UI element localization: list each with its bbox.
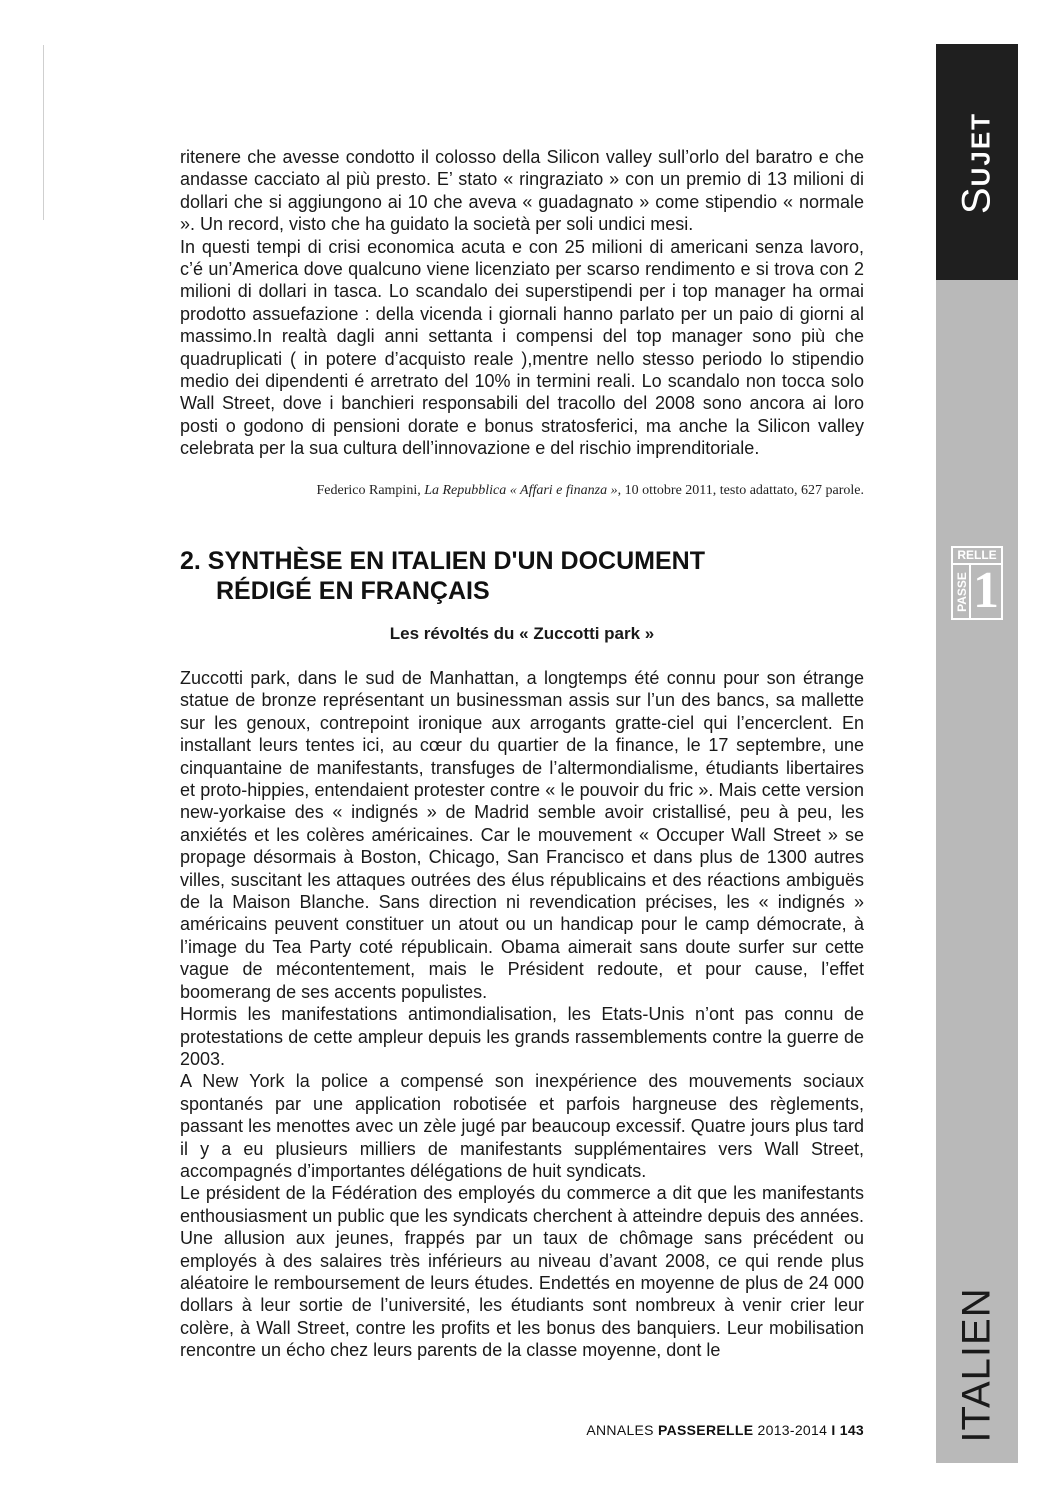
section-heading-line2: RÉDIGÉ EN FRANÇAIS bbox=[216, 577, 490, 605]
paragraph: Hormis les manifestations antimondialisation, les Etats-Unis n’ont pas connu de protestations de cette ampleur depuis les grands rassemblements contre la guerre de 2003. bbox=[180, 1004, 864, 1069]
page-number: I 143 bbox=[831, 1422, 864, 1438]
crop-mark bbox=[43, 45, 44, 220]
italian-passage bbox=[180, 146, 864, 460]
document-title: Les révoltés du « Zuccotti park » bbox=[389, 624, 655, 643]
subject-label: ITALIEN bbox=[954, 1287, 999, 1443]
footer-prefix: ANNALES bbox=[586, 1422, 659, 1438]
citation-author: Federico Rampini, bbox=[316, 483, 425, 498]
logo-side bbox=[955, 565, 971, 618]
french-passage bbox=[180, 667, 864, 1362]
section-heading-line1: 2. SYNTHÈSE EN ITALIEN D'UN DOCUMENT bbox=[180, 547, 705, 575]
subject-sidebar bbox=[936, 280, 1018, 1463]
paragraph: Le président de la Fédération des employés du commerce a dit que les manifestants enthousiasment un public que les syndicats cherchent à atteindre depuis des années. Une allusion aux jeunes, frappés par un taux de chômage sans précédent ou employés à des salaires très inférieurs au niveau d’avant 2008, ce qui rende plus aléatoire le remboursement de leurs études. Endettés en moyenne de plus de 24 000 dollars à leur sortie de l’université, les étudiants sont nombreux à venir crier leur colère, à Wall Street, contre les profits et les bonus des banquiers. Leur mobilisation rencontre un écho chez leurs parents de la classe moyenne, dont le bbox=[180, 1183, 864, 1361]
paragraph: In questi tempi di crisi economica acuta e con 25 milioni di americani senza lavoro, c’é un’America dove qualcuno viene licenziato per scarso rendimento e si trova con 2 milioni di dollari in tasca. Lo scandalo dei superstipendi per i top manager ha ormai prodotto assuefazione : della vicenda i giornali hanno parlato per un paio di giorni al massimo.In realtà dagli anni settanta i compensi del top manager sono più che quadruplicati ( in potere d’acquisto reale ),mentre nello stesso periodo lo stipendio medio dei dipendenti é arretrato del 10% in termini reali. Lo scandalo non tocca solo Wall Street, dove i banchieri responsabili del tracollo del 2008 sono ancora ai loro posti o godono di pensioni dorate e bonus stratosferici, ma anche la Silicon valley celebrata per la sua cultura dell’innovazione e del rischio imprenditoriale. bbox=[180, 236, 864, 459]
logo-side-text: PASSE bbox=[955, 572, 969, 612]
logo-top-text: RELLE bbox=[953, 548, 1001, 565]
paragraph: Zuccotti park, dans le sud de Manhattan, a longtemps été connu pour son étrange statue de bronze représentant un businessman assis sur l’un des bancs, sa mallette sur les genoux, contrepoint ironique aux arrogants gratte-ciel qui l’encerclent. En installant leurs tentes ici, au cœur du quartier de la finance, le 17 septembre, une cinquantaine de manifestants, transfuges de l’altermondialisme, étudiants libertaires et proto-hippies, entendaient protester contre « le pouvoir du fric ». Mais cette version new-yorkaise des « indignés » de Madrid semble avoir cristallisé, peu à peu, les anxiétés et les colères américaines. Car le mouvement « Occuper Wall Street » se propage désormais à Boston, Chicago, San Francisco et dans plus de 1300 autres villes, suscitant les attaques outrées des élus républicains et des réactions ambiguës de la Maison Blanche. Sans direction ni revendication précises, les « indignés » américains peuvent constituer un atout ou un handicap pour le camp démocrate, à l’image du Tea Party coté républicain. Obama aimerait sans doute surfer sur cette vague de mécontentement, mais le Président redoute, et pour cause, l’effet boomerang de ses accents populistes. bbox=[180, 668, 864, 1002]
logo-number: 1 bbox=[973, 562, 999, 619]
sujet-label: SUJET bbox=[954, 111, 999, 215]
passerelle-1-logo bbox=[951, 546, 1003, 620]
section-heading bbox=[180, 546, 880, 606]
citation-source: La Repubblica « Affari e finanza » bbox=[424, 483, 618, 498]
citation-details: , 10 ottobre 2011, testo adattato, 627 parole. bbox=[617, 483, 864, 498]
paragraph: A New York la police a compensé son inexpérience des mouvements sociaux spontanés par une application robotisée et parfois hargneuse des règlements, passant les menottes avec un zèle jugé par beaucoup excessif. Quatre jours plus tard il y a eu plusieurs milliers de manifestants supplémentaires vers Wall Street, accompagnés d’importantes délégations de huit syndicats. bbox=[180, 1071, 864, 1181]
footer-years: 2013-2014 bbox=[753, 1422, 832, 1438]
paragraph: ritenere che avesse condotto il colosso della Silicon valley sull’orlo del baratro e che andasse cacciato al più presto. E’ stato « ringraziato » con un premio di 13 milioni di dollari che si aggiungono ai 10 che aveva « guadagnato » come stipendio « normale ». Un record, visto che ha guidato la società per soli undici mesi. bbox=[180, 147, 864, 235]
footer-brand: PASSERELLE bbox=[658, 1422, 754, 1438]
citation bbox=[180, 483, 864, 499]
page-footer bbox=[180, 1422, 864, 1438]
